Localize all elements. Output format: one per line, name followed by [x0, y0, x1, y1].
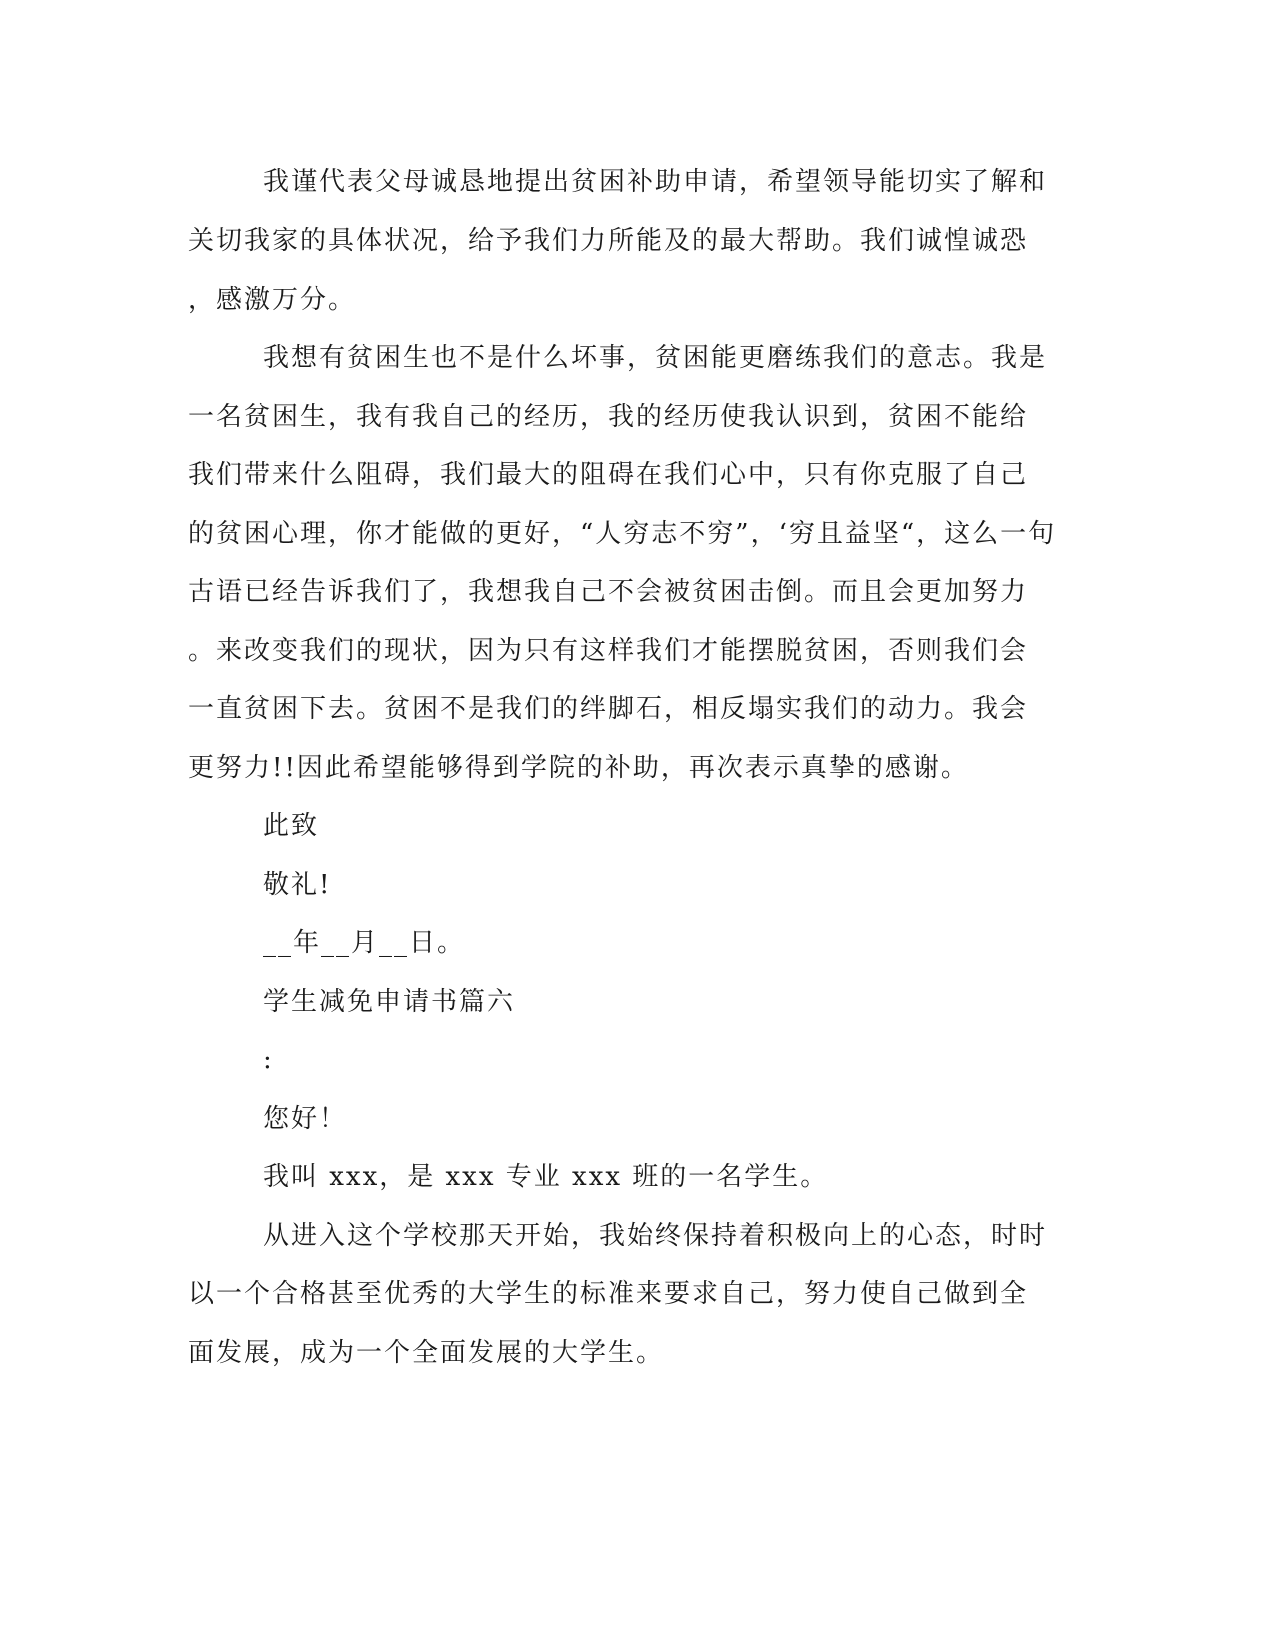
section-title: 学生减免申请书篇六 — [263, 987, 516, 1017]
paragraph-line: 古语已经告诉我们了，我想我自己不会被贫困击倒。而且会更加努力 — [188, 577, 1029, 607]
paragraph-line: 的贫困心理，你才能做的更好，“人穷志不穷”，‘穷且益坚“，这么一句 — [188, 519, 1057, 549]
paragraph-line: 以一个合格甚至优秀的大学生的标准来要求自己，努力使自己做到全 — [188, 1279, 1029, 1309]
paragraph-line: 我们带来什么阻碍，我们最大的阻碍在我们心中，只有你克服了自己 — [188, 460, 1029, 490]
paragraph-line: 一直贫困下去。贫困不是我们的绊脚石，相反塌实我们的动力。我会 — [188, 694, 1029, 724]
date-line: __年__月__日。 — [263, 928, 466, 958]
closing-text: 此致 — [263, 811, 320, 841]
greeting-text: 您好！ — [263, 1104, 348, 1134]
paragraph-line: 更努力!!因此希望能够得到学院的补助，再次表示真挚的感谢。 — [188, 753, 969, 783]
addressee-line: : — [263, 1045, 274, 1075]
paragraph-line: 一名贫困生，我有我自己的经历，我的经历使我认识到，贫困不能给 — [188, 402, 1029, 432]
paragraph-line: 面发展，成为一个全面发展的大学生。 — [188, 1338, 665, 1368]
paragraph-line: 我想有贫困生也不是什么坏事，贫困能更磨练我们的意志。我是 — [263, 343, 1048, 373]
salute-text: 敬礼! — [263, 870, 332, 900]
paragraph-line: 关切我家的具体状况，给予我们力所能及的最大帮助。我们诚惶诚恐 — [188, 226, 1029, 256]
paragraph-line: 从进入这个学校那天开始，我始终保持着积极向上的心态，时时 — [263, 1221, 1048, 1251]
paragraph-line: 。来改变我们的现状，因为只有这样我们才能摆脱贫困，否则我们会 — [188, 636, 1029, 666]
paragraph-line: 我谨代表父母诚恳地提出贫困补助申请，希望领导能切实了解和 — [263, 167, 1048, 197]
paragraph-line: ，感激万分。 — [188, 285, 357, 315]
intro-text: 我叫 xxx，是 xxx 专业 xxx 班的一名学生。 — [263, 1162, 829, 1192]
